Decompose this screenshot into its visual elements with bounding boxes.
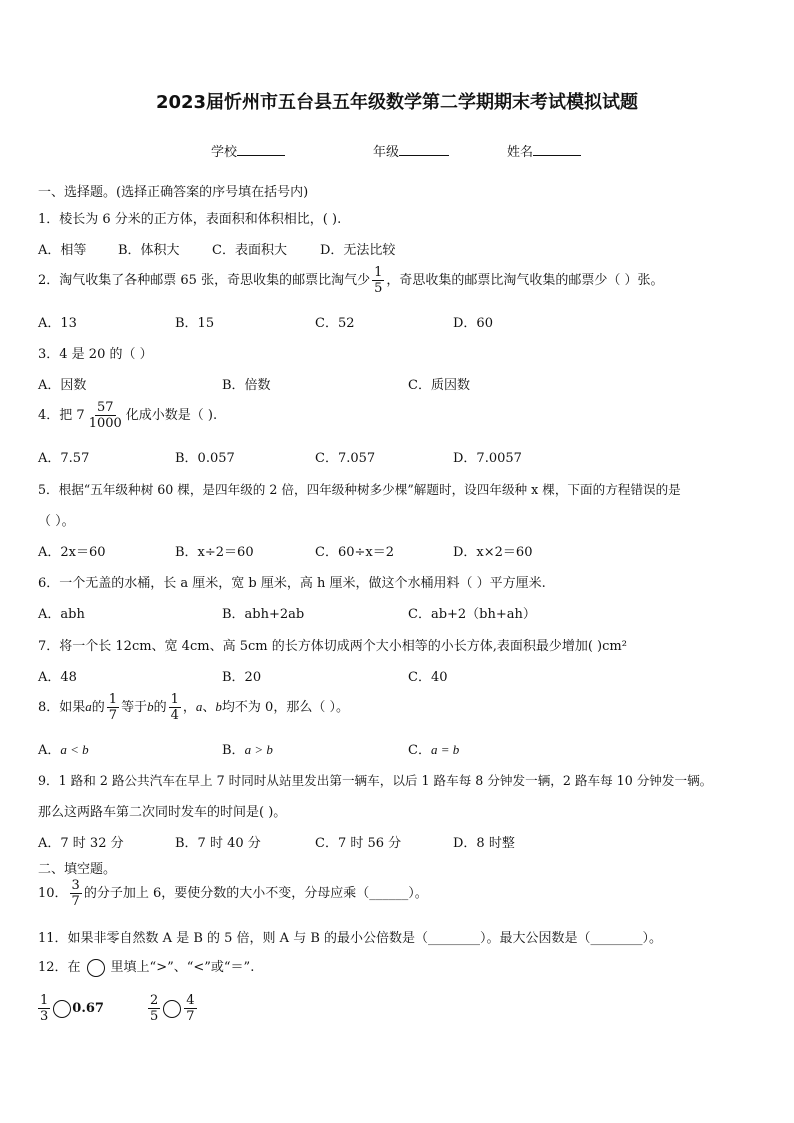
q4-fraction: $\frac{57}{1000}$	[88, 400, 122, 431]
q4-option-d[interactable]: D．7.0057	[453, 451, 522, 466]
q8-fraction-1: $\frac{1}{7}$	[108, 692, 118, 723]
question-2: 2．淘气收集了各种邮票 65 张，奇思收集的邮票比淘气少 $\frac{1}{5}$ ，奇思收集的邮票比淘气收集的邮票少（ ）张。	[38, 265, 664, 296]
q2-option-d[interactable]: D．60	[453, 316, 493, 331]
q1-option-d[interactable]: D．无法比较	[320, 243, 396, 258]
question-1: 1．棱长为 6 分米的正方体，表面积和体积相比，( ).	[38, 212, 342, 227]
q6-option-c[interactable]: C．ab+2（bh+ah）	[408, 607, 536, 622]
school-field[interactable]: 学校	[211, 141, 285, 160]
q6-option-b[interactable]: B．abh+2ab	[222, 607, 305, 622]
q4-option-c[interactable]: C．7.057	[315, 451, 376, 466]
school-blank[interactable]	[237, 155, 285, 156]
q8-option-b[interactable]: B．a > b	[222, 742, 273, 758]
q6-option-a[interactable]: A．abh	[38, 607, 85, 622]
q12-item-1: $\frac{1}{3}$ 0.67	[40, 993, 104, 1024]
q9-option-c[interactable]: C．7 时 56 分	[315, 836, 402, 851]
q5-option-d[interactable]: D．x×2＝60	[453, 545, 533, 560]
q8-option-a[interactable]: A．a < b	[38, 742, 89, 758]
page-title: 2023届忻州市五台县五年级数学第二学期期末考试模拟试题	[155, 92, 639, 113]
question-7: 7．将一个长 12cm、宽 4cm、高 5cm 的长方体切成两个大小相等的小长方体,表面积最少增加( )cm²	[38, 639, 627, 654]
question-5-line2: （ ）。	[38, 514, 75, 529]
q5-option-a[interactable]: A．2x＝60	[38, 545, 106, 560]
q4-option-a[interactable]: A．7.57	[38, 451, 90, 466]
q2-option-b[interactable]: B．15	[175, 316, 215, 331]
q3-option-a[interactable]: A．因数	[38, 378, 87, 393]
question-6: 6．一个无盖的水桶，长 a 厘米，宽 b 厘米，高 h 厘米，做这个水桶用料（ ）平方厘米.	[38, 576, 546, 591]
q9-option-b[interactable]: B．7 时 40 分	[175, 836, 261, 851]
question-9-line2: 那么这两路车第二次同时发车的时间是( )。	[38, 805, 287, 820]
q5-option-c[interactable]: C．60÷x＝2	[315, 545, 394, 560]
q7-option-b[interactable]: B．20	[222, 670, 262, 685]
q1-option-c[interactable]: C．表面积大	[212, 243, 287, 258]
question-8: 8．如果a的 $\frac{1}{7}$ 等于b的 $\frac{1}{4}$ ，a、b均不为 0，那么（ ）。	[38, 692, 349, 723]
q5-option-b[interactable]: B．x÷2＝60	[175, 545, 254, 560]
q8-option-c[interactable]: C．a = b	[408, 742, 460, 758]
question-12: 12．在 里填上“>”、“<”或“＝”.	[38, 960, 255, 975]
q1-option-a[interactable]: A．相等	[38, 243, 87, 258]
question-9-line1: 9．1 路和 2 路公共汽车在早上 7 时同时从站里发出第一辆车，以后 1 路车每 8 分钟发一辆，2 路车每 10 分钟发一辆。	[38, 773, 713, 788]
name-field[interactable]: 姓名	[507, 141, 581, 160]
q2-option-c[interactable]: C．52	[315, 316, 355, 331]
q10-fraction: $\frac{3}{7}$	[71, 878, 80, 909]
q12-fraction-3: $\frac{4}{7}$	[186, 993, 195, 1024]
name-blank[interactable]	[533, 155, 581, 156]
section-heading-fill: 二、填空题。	[38, 862, 117, 877]
section-heading-choice: 一、选择题。(选择正确答案的序号填在括号内)	[38, 185, 309, 200]
grade-blank[interactable]	[399, 155, 449, 156]
q7-option-a[interactable]: A．48	[38, 670, 77, 685]
q12-item-2	[146, 993, 199, 1024]
grade-field[interactable]: 年级	[373, 141, 449, 160]
q1-option-b[interactable]: B．体积大	[118, 243, 180, 258]
q7-option-c[interactable]: C．40	[408, 670, 448, 685]
circle-icon	[87, 959, 105, 977]
q9-option-a[interactable]: A．7 时 32 分	[38, 836, 124, 851]
question-4: 4．把 7 $\frac{57}{1000}$ 化成小数是（ ).	[38, 400, 218, 431]
q9-option-d[interactable]: D．8 时整	[453, 836, 515, 851]
q3-option-c[interactable]: C．质因数	[408, 378, 470, 393]
answer-circle-1[interactable]	[53, 1000, 71, 1018]
q12-fraction-2: $\frac{2}{5}$	[150, 993, 159, 1024]
question-11: 11．如果非零自然数 A 是 B 的 5 倍，则 A 与 B 的最小公倍数是（________）。最大公因数是（________）。	[38, 931, 663, 946]
q12-fraction-1: $\frac{1}{3}$	[40, 993, 49, 1024]
q3-option-b[interactable]: B．倍数	[222, 378, 271, 393]
q8-fraction-2: $\frac{1}{4}$	[170, 692, 179, 723]
q4-option-b[interactable]: B．0.057	[175, 451, 235, 466]
question-10: 10． $\frac{3}{7}$ 的分子加上 6，要使分数的大小不变，分母应乘（______）。	[38, 878, 428, 909]
question-5-line1: 5．根据“五年级种树 60 棵，是四年级的 2 倍，四年级种树多少棵”解题时，设四年级种 x 棵，下面的方程错误的是	[38, 482, 681, 497]
question-3: 3．4 是 20 的（ ）	[38, 347, 153, 362]
answer-circle-2[interactable]	[163, 1000, 181, 1018]
q2-fraction: $\frac{1}{5}$	[374, 265, 383, 296]
q2-option-a[interactable]: A．13	[38, 316, 77, 331]
